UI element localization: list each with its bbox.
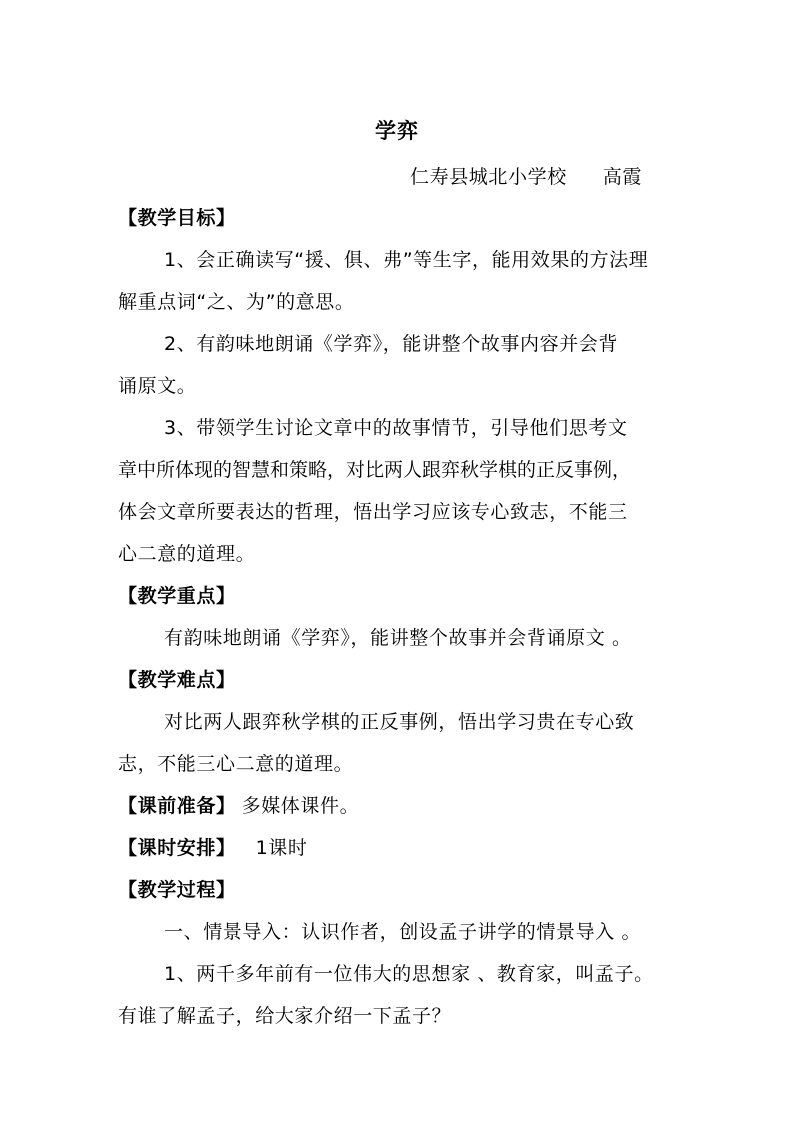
schedule-text: 1课时 bbox=[255, 837, 308, 859]
objectives-heading: 【教学目标】 bbox=[118, 207, 236, 229]
process-line-3: 有谁了解孟子，给大家介绍一下孟子？ bbox=[118, 1005, 452, 1027]
prep-line bbox=[118, 794, 359, 818]
schedule-line bbox=[118, 836, 308, 860]
key-text: 有韵味地朗诵《学弈》，能讲整个故事并会背诵原文 。 bbox=[164, 627, 632, 649]
difficulty-line-1: 对比两人跟弈秋学棋的正反事例，悟出学习贵在专心致 bbox=[164, 711, 635, 733]
process-heading: 【教学过程】 bbox=[118, 879, 236, 901]
objective-1-line-1: 1、会正确读写“援、俱、弗”等生字，能用效果的方法理 bbox=[164, 249, 649, 271]
process-line-2: 1、两千多年前有一位伟大的思想家 、教育家，叫孟子。 bbox=[164, 963, 654, 985]
author-name: 高霞 bbox=[602, 166, 643, 188]
objective-2-line-2: 诵原文。 bbox=[118, 375, 197, 397]
process-line-1: 一、情景导入：认识作者，创设孟子讲学的情景导入 。 bbox=[164, 921, 642, 943]
author-school: 仁寿县城北小学校 bbox=[410, 166, 567, 188]
objective-3-line-1: 3、带领学生讨论文章中的故事情节，引导他们思考文 bbox=[164, 417, 628, 439]
prep-heading: 【课前准备】 bbox=[118, 795, 236, 817]
objective-3-line-4: 心二意的道理。 bbox=[118, 543, 256, 565]
key-heading: 【教学重点】 bbox=[118, 585, 236, 607]
objective-2-line-1: 2、有韵味地朗诵《学弈》，能讲整个故事内容并会背 bbox=[164, 333, 618, 355]
difficulty-heading: 【教学难点】 bbox=[118, 669, 236, 691]
author-line bbox=[410, 165, 642, 189]
difficulty-line-2: 志，不能三心二意的道理。 bbox=[118, 753, 354, 775]
objective-3-line-2: 章中所体现的智慧和策略，对比两人跟弈秋学棋的正反事例， bbox=[118, 459, 632, 481]
document-title: 学弈 bbox=[375, 119, 419, 143]
objective-1-line-2: 解重点词“之、为”的意思。 bbox=[118, 291, 355, 313]
schedule-heading: 【课时安排】 bbox=[118, 837, 236, 859]
prep-text: 多媒体课件。 bbox=[241, 795, 360, 817]
objective-3-line-3: 体会文章所要表达的哲理，悟出学习应该专心致志，不能三 bbox=[118, 501, 628, 523]
